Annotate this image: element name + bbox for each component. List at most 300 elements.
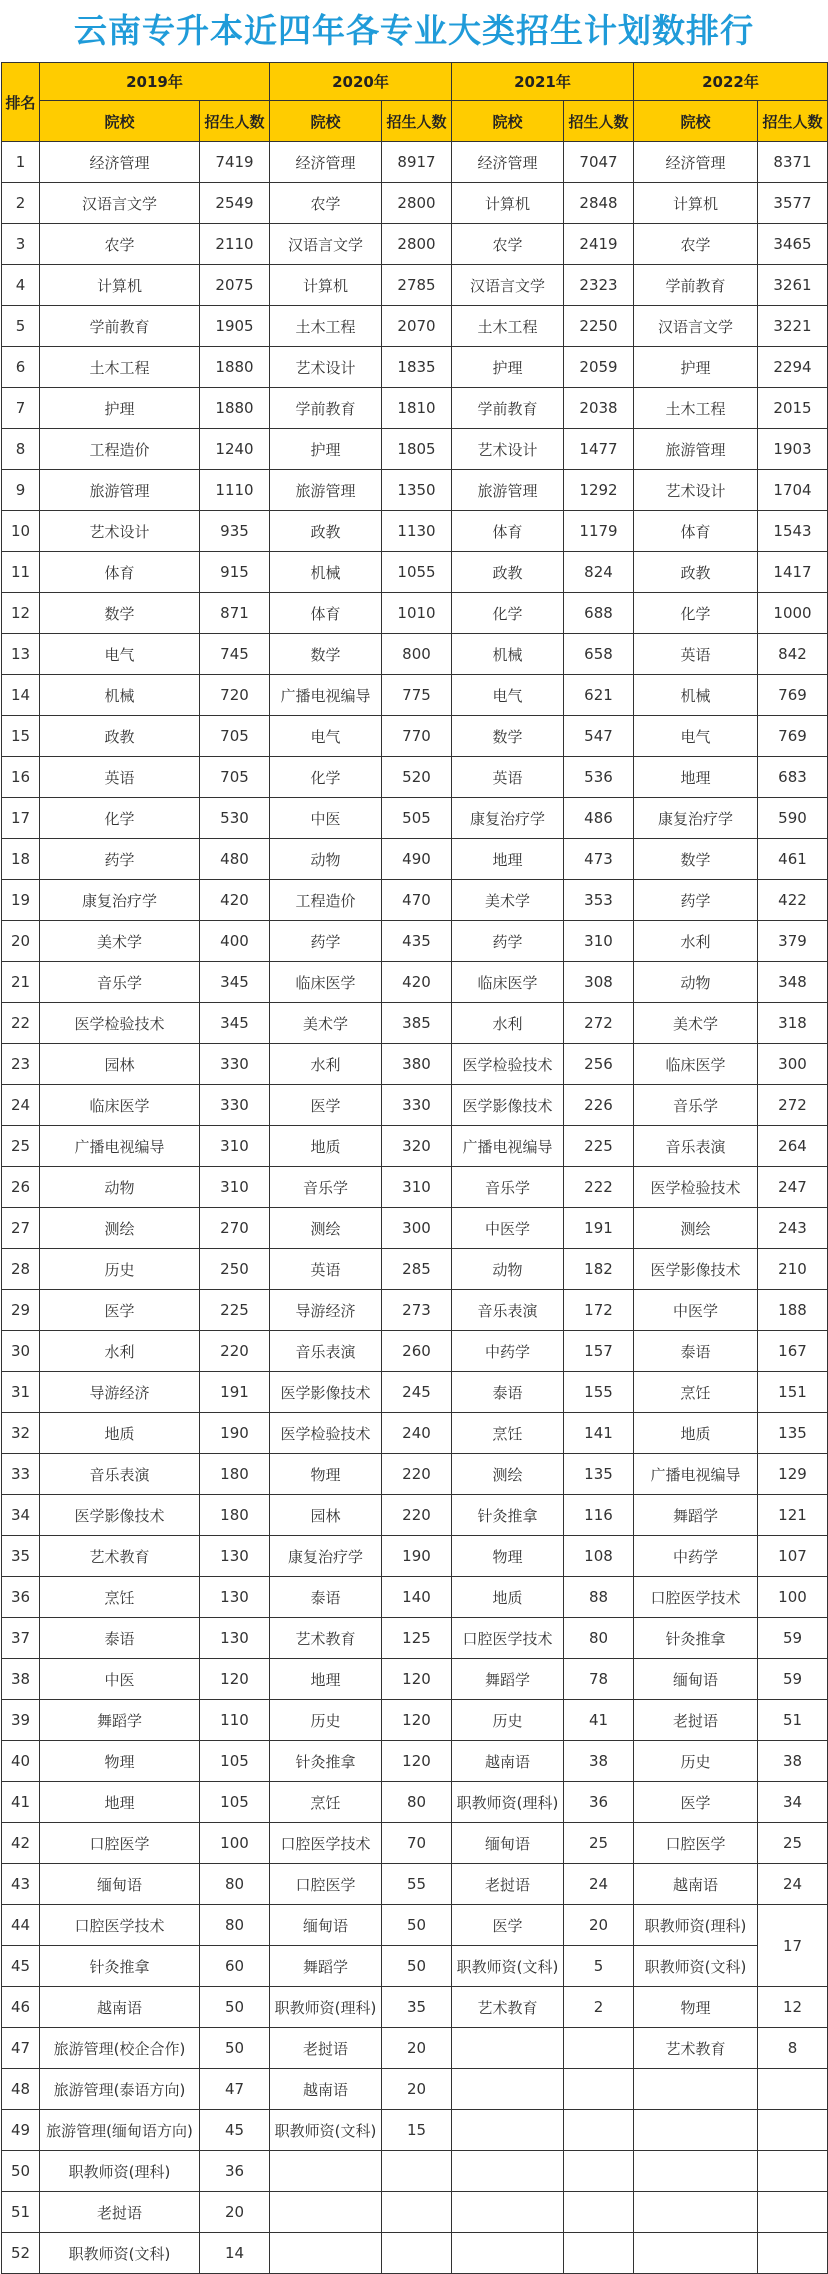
major-cell-2022: 地质 xyxy=(634,1413,758,1454)
count-cell-2021: 473 xyxy=(564,839,634,880)
major-cell-2020: 机械 xyxy=(270,552,382,593)
table-row xyxy=(2,1618,828,1659)
rank-cell: 35 xyxy=(2,1536,40,1577)
count-cell-2022: 842 xyxy=(758,634,828,675)
table-row xyxy=(2,1044,828,1085)
count-cell-2021 xyxy=(564,2110,634,2151)
table-row xyxy=(2,265,828,306)
major-cell-2022 xyxy=(634,2110,758,2151)
count-cell-2022: 769 xyxy=(758,716,828,757)
major-cell-2021 xyxy=(452,2069,564,2110)
table-row xyxy=(2,470,828,511)
major-cell-2021: 美术学 xyxy=(452,880,564,921)
major-cell-2021 xyxy=(452,2192,564,2233)
rank-cell: 14 xyxy=(2,675,40,716)
rank-cell: 31 xyxy=(2,1372,40,1413)
major-cell-2021: 经济管理 xyxy=(452,142,564,183)
table-row xyxy=(2,1700,828,1741)
count-cell-2020: 1055 xyxy=(382,552,452,593)
major-cell-2022 xyxy=(634,2192,758,2233)
rank-cell: 17 xyxy=(2,798,40,839)
rank-cell: 20 xyxy=(2,921,40,962)
count-cell-2020: 1805 xyxy=(382,429,452,470)
table-row xyxy=(2,183,828,224)
table-row xyxy=(2,306,828,347)
count-cell-2022: 243 xyxy=(758,1208,828,1249)
major-cell-2022: 音乐表演 xyxy=(634,1126,758,1167)
major-cell-2021: 医学检验技术 xyxy=(452,1044,564,1085)
major-cell-2022: 口腔医学技术 xyxy=(634,1577,758,1618)
count-cell-2019: 345 xyxy=(200,962,270,1003)
major-cell-2019: 数学 xyxy=(40,593,200,634)
major-cell-2019: 药学 xyxy=(40,839,200,880)
major-cell-2022: 口腔医学 xyxy=(634,1823,758,1864)
rank-cell: 32 xyxy=(2,1413,40,1454)
table-row xyxy=(2,1659,828,1700)
rank-cell: 39 xyxy=(2,1700,40,1741)
rank-cell: 41 xyxy=(2,1782,40,1823)
table-row xyxy=(2,1290,828,1331)
count-cell-2022: 3465 xyxy=(758,224,828,265)
table-row xyxy=(2,1864,828,1905)
count-cell-2019: 130 xyxy=(200,1618,270,1659)
major-cell-2019: 旅游管理(校企合作) xyxy=(40,2028,200,2069)
major-cell-2019: 历史 xyxy=(40,1249,200,1290)
count-cell-2019: 80 xyxy=(200,1864,270,1905)
major-cell-2019: 缅甸语 xyxy=(40,1864,200,1905)
count-cell-2022: 272 xyxy=(758,1085,828,1126)
count-cell-2020: 775 xyxy=(382,675,452,716)
count-cell-2022: 264 xyxy=(758,1126,828,1167)
major-cell-2020: 农学 xyxy=(270,183,382,224)
count-header: 招生人数 xyxy=(200,101,270,142)
rank-cell: 38 xyxy=(2,1659,40,1700)
major-cell-2019: 物理 xyxy=(40,1741,200,1782)
count-cell-2021: 1477 xyxy=(564,429,634,470)
count-cell-2019: 745 xyxy=(200,634,270,675)
major-cell-2019: 职教师资(文科) xyxy=(40,2233,200,2274)
table-row xyxy=(2,839,828,880)
major-cell-2020: 美术学 xyxy=(270,1003,382,1044)
rank-cell: 24 xyxy=(2,1085,40,1126)
major-cell-2021: 越南语 xyxy=(452,1741,564,1782)
major-cell-2020: 医学 xyxy=(270,1085,382,1126)
count-cell-2021: 36 xyxy=(564,1782,634,1823)
table-row xyxy=(2,142,828,183)
year-header-2020: 2020年 xyxy=(270,63,452,101)
table-row xyxy=(2,757,828,798)
count-cell-2022: 461 xyxy=(758,839,828,880)
count-cell-2022: 8371 xyxy=(758,142,828,183)
major-cell-2021: 测绘 xyxy=(452,1454,564,1495)
ranking-table xyxy=(1,62,828,2274)
rank-cell: 40 xyxy=(2,1741,40,1782)
major-cell-2022: 体育 xyxy=(634,511,758,552)
school-header: 院校 xyxy=(40,101,200,142)
major-cell-2021: 缅甸语 xyxy=(452,1823,564,1864)
count-cell-2020: 80 xyxy=(382,1782,452,1823)
count-cell-2022: 2015 xyxy=(758,388,828,429)
count-cell-2022 xyxy=(758,2069,828,2110)
rank-cell: 22 xyxy=(2,1003,40,1044)
count-cell-2020: 470 xyxy=(382,880,452,921)
count-cell-2021: 78 xyxy=(564,1659,634,1700)
major-cell-2019: 经济管理 xyxy=(40,142,200,183)
count-cell-2019: 705 xyxy=(200,757,270,798)
count-cell-2022: 1543 xyxy=(758,511,828,552)
major-cell-2021 xyxy=(452,2110,564,2151)
count-cell-2020: 285 xyxy=(382,1249,452,1290)
major-cell-2021: 医学影像技术 xyxy=(452,1085,564,1126)
table-row xyxy=(2,1372,828,1413)
major-cell-2022: 计算机 xyxy=(634,183,758,224)
major-cell-2021: 艺术设计 xyxy=(452,429,564,470)
major-cell-2020: 水利 xyxy=(270,1044,382,1085)
count-cell-2021: 353 xyxy=(564,880,634,921)
major-cell-2022: 机械 xyxy=(634,675,758,716)
count-cell-2020: 2785 xyxy=(382,265,452,306)
rank-cell: 9 xyxy=(2,470,40,511)
count-cell-2022: 247 xyxy=(758,1167,828,1208)
count-header: 招生人数 xyxy=(758,101,828,142)
count-cell-2022: 3261 xyxy=(758,265,828,306)
rank-cell: 33 xyxy=(2,1454,40,1495)
major-cell-2019: 医学 xyxy=(40,1290,200,1331)
rank-cell: 45 xyxy=(2,1946,40,1987)
major-cell-2022: 学前教育 xyxy=(634,265,758,306)
school-header: 院校 xyxy=(270,101,382,142)
table-row xyxy=(2,429,828,470)
major-cell-2019: 口腔医学技术 xyxy=(40,1905,200,1946)
count-cell-2020: 8917 xyxy=(382,142,452,183)
major-cell-2020 xyxy=(270,2192,382,2233)
major-cell-2022: 汉语言文学 xyxy=(634,306,758,347)
count-cell-2020: 435 xyxy=(382,921,452,962)
major-cell-2022: 电气 xyxy=(634,716,758,757)
major-cell-2021: 英语 xyxy=(452,757,564,798)
major-cell-2021: 数学 xyxy=(452,716,564,757)
major-cell-2020: 电气 xyxy=(270,716,382,757)
major-cell-2020: 导游经济 xyxy=(270,1290,382,1331)
count-cell-2020: 380 xyxy=(382,1044,452,1085)
major-cell-2020: 历史 xyxy=(270,1700,382,1741)
major-cell-2021: 水利 xyxy=(452,1003,564,1044)
count-cell-2022: 34 xyxy=(758,1782,828,1823)
count-cell-2021: 1179 xyxy=(564,511,634,552)
count-cell-2019: 14 xyxy=(200,2233,270,2274)
major-cell-2020: 地理 xyxy=(270,1659,382,1700)
table-row xyxy=(2,1823,828,1864)
major-cell-2019: 工程造价 xyxy=(40,429,200,470)
count-cell-2020: 420 xyxy=(382,962,452,1003)
major-cell-2020: 临床医学 xyxy=(270,962,382,1003)
table-row xyxy=(2,880,828,921)
major-cell-2020: 口腔医学技术 xyxy=(270,1823,382,1864)
major-cell-2022: 烹饪 xyxy=(634,1372,758,1413)
count-cell-2019: 180 xyxy=(200,1454,270,1495)
major-cell-2020: 中医 xyxy=(270,798,382,839)
major-cell-2019: 旅游管理 xyxy=(40,470,200,511)
count-cell-2021 xyxy=(564,2233,634,2274)
major-cell-2021: 体育 xyxy=(452,511,564,552)
count-cell-2020: 2800 xyxy=(382,224,452,265)
count-cell-2021: 5 xyxy=(564,1946,634,1987)
count-cell-2022: 59 xyxy=(758,1659,828,1700)
count-cell-2020: 120 xyxy=(382,1741,452,1782)
major-cell-2021: 口腔医学技术 xyxy=(452,1618,564,1659)
major-cell-2022: 职教师资(文科) xyxy=(634,1946,758,1987)
count-cell-2021: 2323 xyxy=(564,265,634,306)
rank-cell: 21 xyxy=(2,962,40,1003)
rank-cell: 37 xyxy=(2,1618,40,1659)
count-cell-2020: 1010 xyxy=(382,593,452,634)
major-cell-2021: 土木工程 xyxy=(452,306,564,347)
count-cell-2019: 20 xyxy=(200,2192,270,2233)
count-cell-2021: 38 xyxy=(564,1741,634,1782)
count-cell-2021: 256 xyxy=(564,1044,634,1085)
count-cell-2022 xyxy=(758,2110,828,2151)
major-cell-2019: 导游经济 xyxy=(40,1372,200,1413)
count-cell-2020: 1810 xyxy=(382,388,452,429)
major-cell-2020: 口腔医学 xyxy=(270,1864,382,1905)
major-cell-2022: 水利 xyxy=(634,921,758,962)
count-cell-2021: 688 xyxy=(564,593,634,634)
table-row xyxy=(2,2069,828,2110)
major-cell-2021: 中药学 xyxy=(452,1331,564,1372)
major-cell-2022: 美术学 xyxy=(634,1003,758,1044)
year-header-row xyxy=(2,63,828,101)
table-row xyxy=(2,347,828,388)
count-cell-2020: 310 xyxy=(382,1167,452,1208)
count-cell-2021: 24 xyxy=(564,1864,634,1905)
count-cell-2020: 770 xyxy=(382,716,452,757)
major-cell-2020: 园林 xyxy=(270,1495,382,1536)
rank-cell: 49 xyxy=(2,2110,40,2151)
count-cell-2019: 225 xyxy=(200,1290,270,1331)
count-cell-2022: 1000 xyxy=(758,593,828,634)
count-cell-2021: 157 xyxy=(564,1331,634,1372)
major-cell-2020: 数学 xyxy=(270,634,382,675)
major-cell-2022: 护理 xyxy=(634,347,758,388)
table-row xyxy=(2,1577,828,1618)
major-cell-2019: 电气 xyxy=(40,634,200,675)
count-cell-2021: 141 xyxy=(564,1413,634,1454)
count-cell-2021: 172 xyxy=(564,1290,634,1331)
rank-cell: 2 xyxy=(2,183,40,224)
count-cell-2021: 536 xyxy=(564,757,634,798)
count-cell-2019: 60 xyxy=(200,1946,270,1987)
table-row xyxy=(2,1495,828,1536)
rank-cell: 13 xyxy=(2,634,40,675)
major-cell-2021: 汉语言文学 xyxy=(452,265,564,306)
count-cell-2022 xyxy=(758,2192,828,2233)
major-cell-2019: 泰语 xyxy=(40,1618,200,1659)
count-cell-2019: 935 xyxy=(200,511,270,552)
count-cell-2020: 245 xyxy=(382,1372,452,1413)
table-row xyxy=(2,1905,828,1946)
table-row xyxy=(2,1987,828,2028)
count-cell-2022: 683 xyxy=(758,757,828,798)
count-cell-2021 xyxy=(564,2192,634,2233)
major-cell-2019: 烹饪 xyxy=(40,1577,200,1618)
major-cell-2021 xyxy=(452,2028,564,2069)
table-row xyxy=(2,1782,828,1823)
count-cell-2021 xyxy=(564,2028,634,2069)
count-cell-2021: 2848 xyxy=(564,183,634,224)
count-cell-2020: 220 xyxy=(382,1454,452,1495)
major-cell-2022: 越南语 xyxy=(634,1864,758,1905)
table-row xyxy=(2,1085,828,1126)
count-cell-2022: 135 xyxy=(758,1413,828,1454)
count-cell-2020: 505 xyxy=(382,798,452,839)
major-cell-2020: 土木工程 xyxy=(270,306,382,347)
count-cell-2020: 1350 xyxy=(382,470,452,511)
major-cell-2021: 泰语 xyxy=(452,1372,564,1413)
major-cell-2019: 艺术设计 xyxy=(40,511,200,552)
major-cell-2019: 英语 xyxy=(40,757,200,798)
rank-cell: 52 xyxy=(2,2233,40,2274)
count-cell-2020: 125 xyxy=(382,1618,452,1659)
rank-cell: 28 xyxy=(2,1249,40,1290)
table-row xyxy=(2,634,828,675)
count-cell-2019: 100 xyxy=(200,1823,270,1864)
table-row xyxy=(2,1249,828,1290)
table-row xyxy=(2,2151,828,2192)
rank-cell: 29 xyxy=(2,1290,40,1331)
count-cell-2020: 320 xyxy=(382,1126,452,1167)
major-cell-2019: 艺术教育 xyxy=(40,1536,200,1577)
count-cell-2019: 190 xyxy=(200,1413,270,1454)
rank-cell: 43 xyxy=(2,1864,40,1905)
count-cell-2021: 272 xyxy=(564,1003,634,1044)
rank-cell: 30 xyxy=(2,1331,40,1372)
count-cell-2020 xyxy=(382,2233,452,2274)
major-cell-2022: 临床医学 xyxy=(634,1044,758,1085)
table-row xyxy=(2,2110,828,2151)
major-cell-2021: 针灸推拿 xyxy=(452,1495,564,1536)
table-row xyxy=(2,921,828,962)
major-cell-2020: 艺术教育 xyxy=(270,1618,382,1659)
count-cell-2020: 520 xyxy=(382,757,452,798)
rank-cell: 6 xyxy=(2,347,40,388)
major-cell-2019: 农学 xyxy=(40,224,200,265)
count-cell-2019: 270 xyxy=(200,1208,270,1249)
count-header: 招生人数 xyxy=(382,101,452,142)
year-header-2019: 2019年 xyxy=(40,63,270,101)
table-row xyxy=(2,1946,828,1987)
major-cell-2019: 政教 xyxy=(40,716,200,757)
major-cell-2020: 汉语言文学 xyxy=(270,224,382,265)
rank-cell: 23 xyxy=(2,1044,40,1085)
count-cell-2021: 191 xyxy=(564,1208,634,1249)
major-cell-2021: 化学 xyxy=(452,593,564,634)
major-cell-2022: 动物 xyxy=(634,962,758,1003)
major-cell-2019: 旅游管理(泰语方向) xyxy=(40,2069,200,2110)
count-cell-2021: 2059 xyxy=(564,347,634,388)
major-cell-2021: 护理 xyxy=(452,347,564,388)
major-cell-2021: 地理 xyxy=(452,839,564,880)
major-cell-2022: 医学影像技术 xyxy=(634,1249,758,1290)
major-cell-2021: 政教 xyxy=(452,552,564,593)
major-cell-2021: 老挝语 xyxy=(452,1864,564,1905)
table-row xyxy=(2,1167,828,1208)
count-cell-2022: 210 xyxy=(758,1249,828,1290)
major-cell-2020: 经济管理 xyxy=(270,142,382,183)
count-cell-2019: 400 xyxy=(200,921,270,962)
count-cell-2019: 2075 xyxy=(200,265,270,306)
school-header: 院校 xyxy=(452,101,564,142)
major-cell-2020: 体育 xyxy=(270,593,382,634)
count-cell-2020: 220 xyxy=(382,1495,452,1536)
count-cell-2021: 41 xyxy=(564,1700,634,1741)
major-cell-2019: 土木工程 xyxy=(40,347,200,388)
major-cell-2022: 农学 xyxy=(634,224,758,265)
count-cell-2021: 547 xyxy=(564,716,634,757)
major-cell-2019: 化学 xyxy=(40,798,200,839)
count-cell-2022: 8 xyxy=(758,2028,828,2069)
major-cell-2022: 艺术设计 xyxy=(634,470,758,511)
count-cell-2022: 12 xyxy=(758,1987,828,2028)
major-cell-2019: 体育 xyxy=(40,552,200,593)
count-cell-2020: 190 xyxy=(382,1536,452,1577)
count-cell-2019: 420 xyxy=(200,880,270,921)
count-cell-2022: 318 xyxy=(758,1003,828,1044)
count-cell-2019: 105 xyxy=(200,1741,270,1782)
major-cell-2022 xyxy=(634,2151,758,2192)
count-cell-2021: 824 xyxy=(564,552,634,593)
count-cell-2019: 915 xyxy=(200,552,270,593)
count-cell-2019: 1880 xyxy=(200,347,270,388)
major-cell-2021: 农学 xyxy=(452,224,564,265)
major-cell-2020: 音乐表演 xyxy=(270,1331,382,1372)
major-cell-2021 xyxy=(452,2151,564,2192)
count-cell-2019: 250 xyxy=(200,1249,270,1290)
count-cell-2020: 20 xyxy=(382,2028,452,2069)
major-cell-2021: 舞蹈学 xyxy=(452,1659,564,1700)
major-cell-2021: 电气 xyxy=(452,675,564,716)
major-cell-2019: 护理 xyxy=(40,388,200,429)
major-cell-2022: 土木工程 xyxy=(634,388,758,429)
count-cell-2019: 330 xyxy=(200,1044,270,1085)
year-header-2021: 2021年 xyxy=(452,63,634,101)
major-cell-2020: 医学影像技术 xyxy=(270,1372,382,1413)
count-cell-2021: 225 xyxy=(564,1126,634,1167)
table-row xyxy=(2,2192,828,2233)
count-cell-2019: 180 xyxy=(200,1495,270,1536)
major-cell-2021: 烹饪 xyxy=(452,1413,564,1454)
rank-cell: 44 xyxy=(2,1905,40,1946)
rank-cell: 36 xyxy=(2,1577,40,1618)
table-row xyxy=(2,1003,828,1044)
count-cell-2020: 50 xyxy=(382,1946,452,1987)
major-cell-2019: 园林 xyxy=(40,1044,200,1085)
count-cell-2021 xyxy=(564,2069,634,2110)
count-cell-2019: 191 xyxy=(200,1372,270,1413)
count-cell-2022: 129 xyxy=(758,1454,828,1495)
rank-cell: 47 xyxy=(2,2028,40,2069)
count-cell-2020: 140 xyxy=(382,1577,452,1618)
count-cell-2022: 422 xyxy=(758,880,828,921)
count-cell-2020: 2070 xyxy=(382,306,452,347)
table-row xyxy=(2,675,828,716)
count-cell-2020: 120 xyxy=(382,1700,452,1741)
count-cell-2021: 135 xyxy=(564,1454,634,1495)
major-cell-2020: 英语 xyxy=(270,1249,382,1290)
count-cell-2019: 105 xyxy=(200,1782,270,1823)
table-row xyxy=(2,1208,828,1249)
count-cell-2020: 800 xyxy=(382,634,452,675)
rank-cell: 25 xyxy=(2,1126,40,1167)
